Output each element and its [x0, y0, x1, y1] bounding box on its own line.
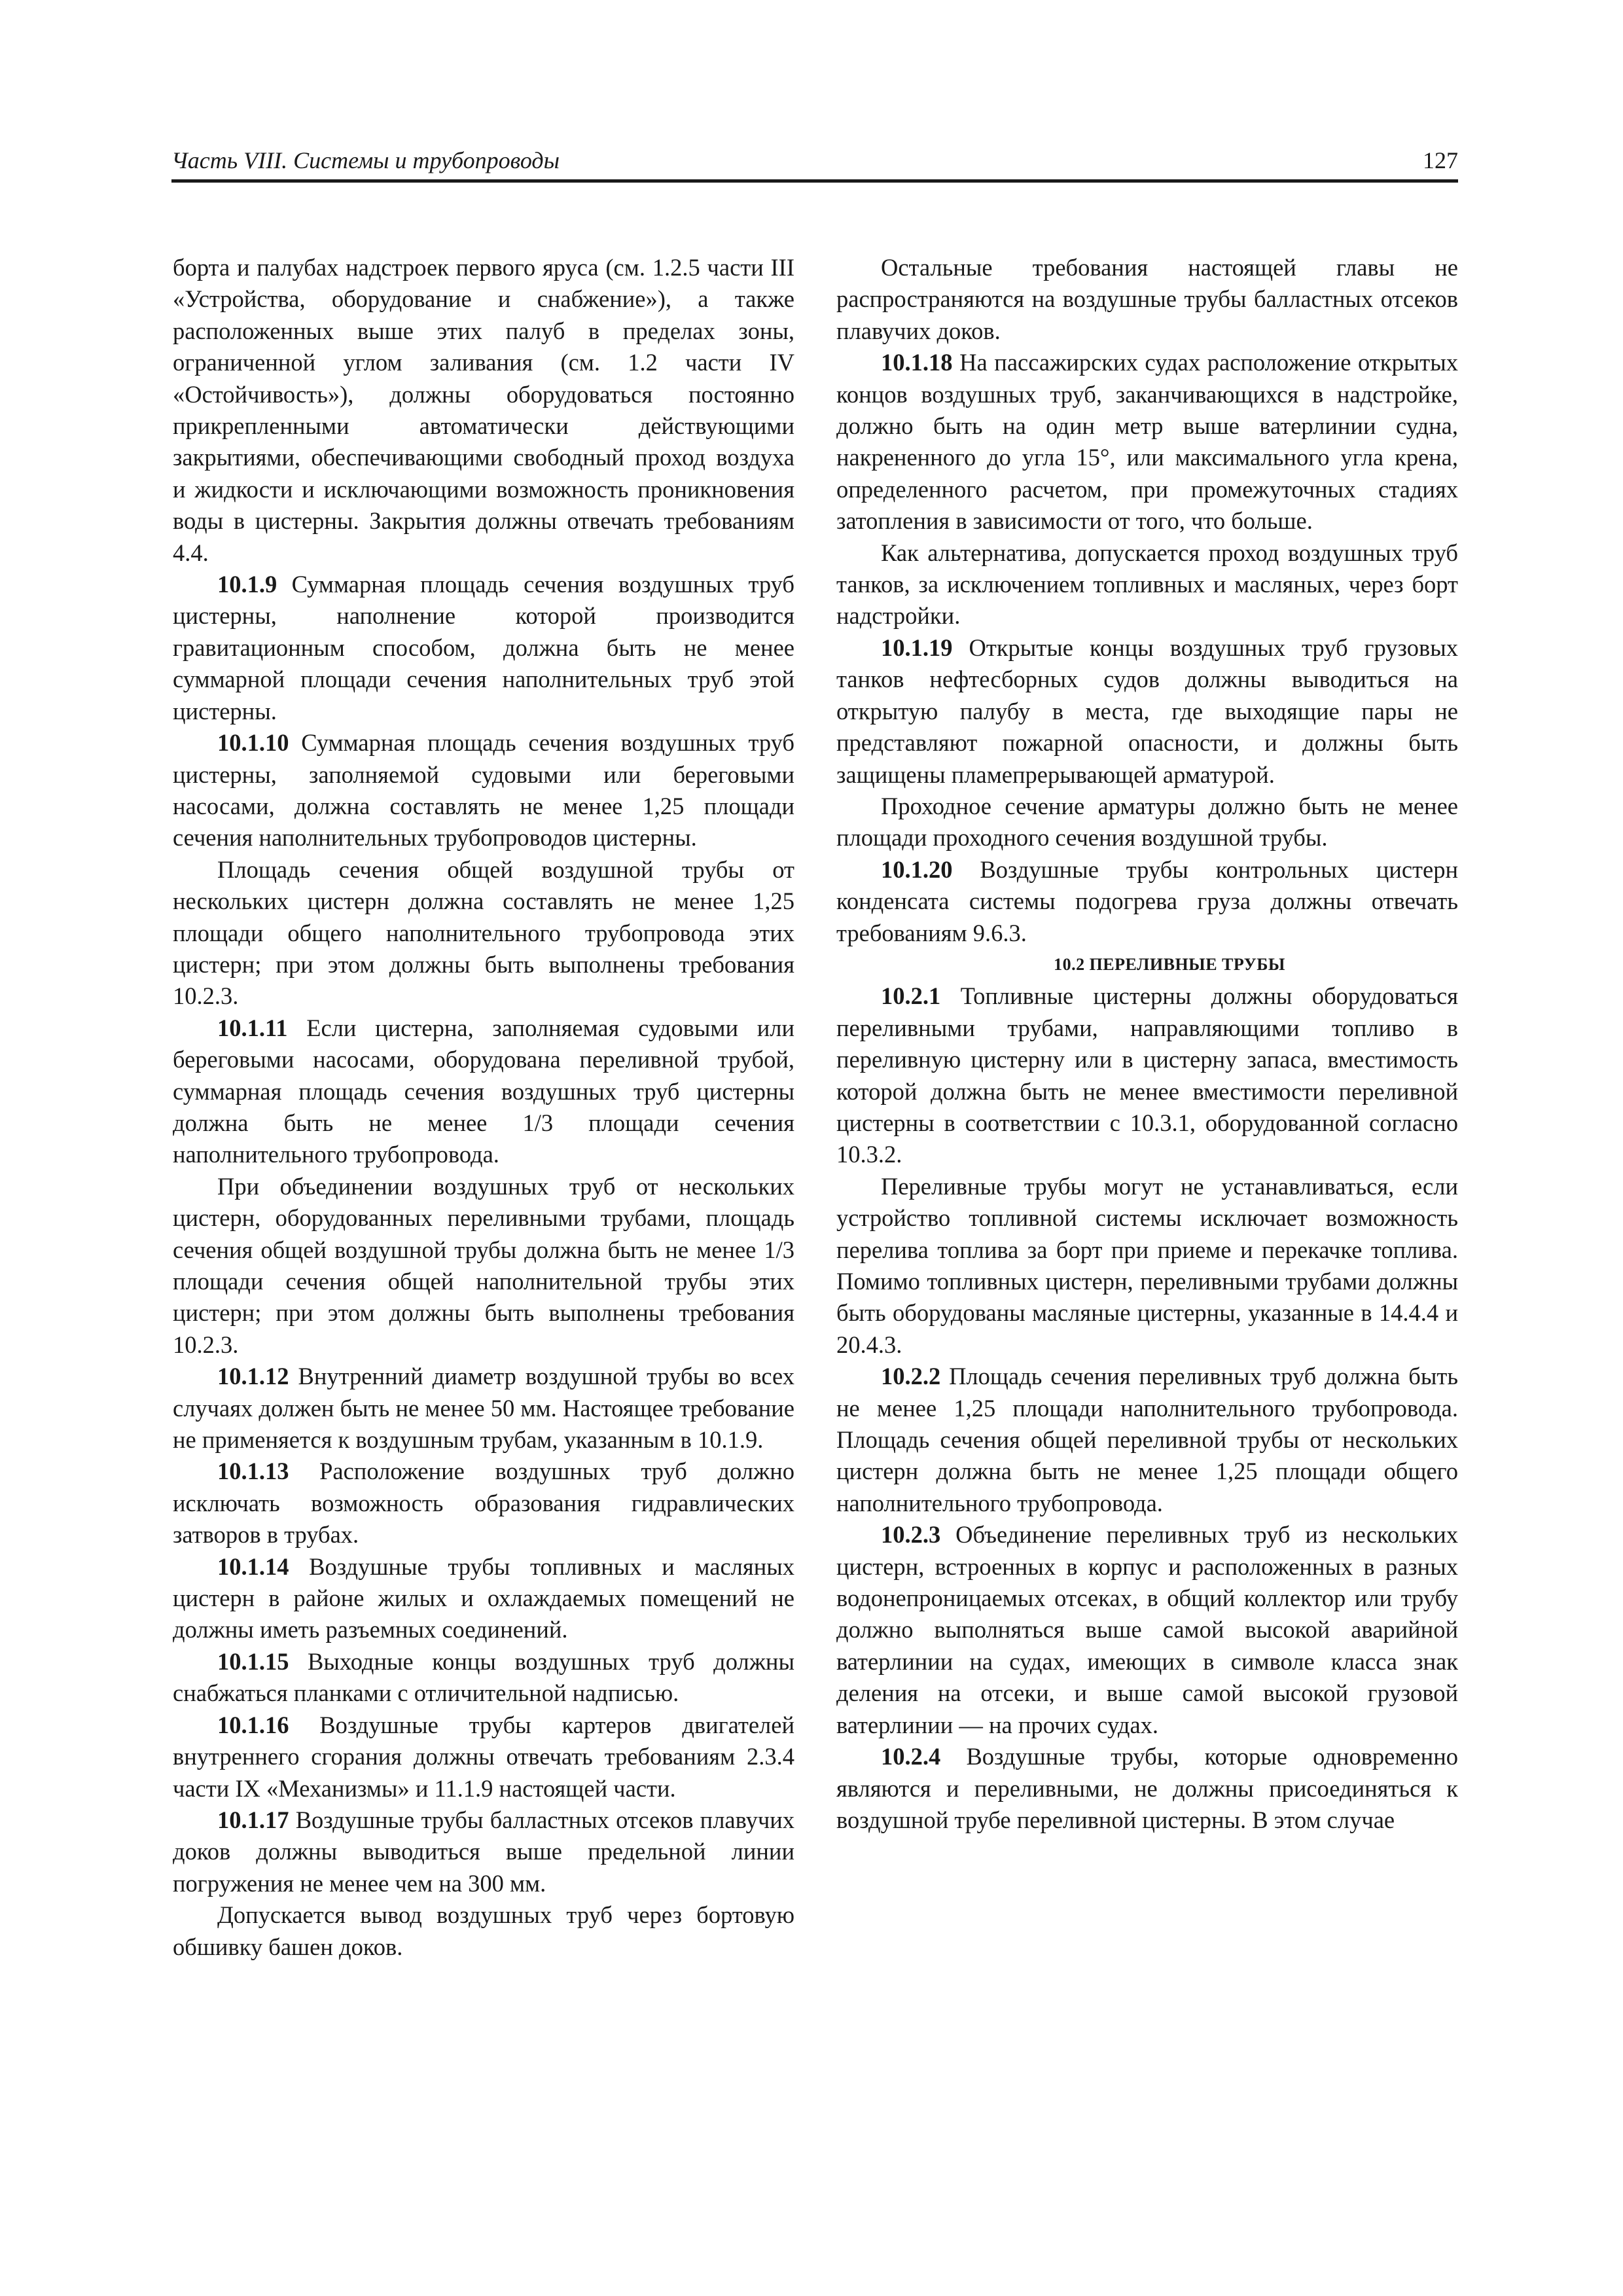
paragraph-10-2-4: 10.2.4 Воздушные трубы, которые одновременно являются и переливными, не должны присоединяться к воздушной трубе переливной цистерны. В этом случае: [836, 1743, 1458, 1833]
paragraph-10-2-1: 10.2.1 Топливные цистерны должны оборудоваться переливными трубами, направляющими топливо в переливную цистерну или в цистерну запаса, вместимость которой должна быть не менее вместимости переливной цистерны в соответствии с 10.3.1, оборудованной согласно 10.3.2.: [836, 982, 1458, 1168]
clause-number: 10.1.18: [881, 349, 953, 376]
clause-number: 10.2.4: [881, 1743, 941, 1770]
paragraph-10-2-3: 10.2.3 Объединение переливных труб из нескольких цистерн, встроенных в корпус и расположенных в разных водонепроницаемых отсеках, в общий коллектор или трубу должно выполняться выше самой высокой аварийной ватерлинии на судах, имеющих в символе класса знак деления на отсеки, и выше самой высокой грузовой ватерлинии — на прочих судах.: [836, 1521, 1458, 1738]
clause-number: 10.2.3: [881, 1521, 941, 1549]
paragraph-10-1-19: 10.1.19 Открытые концы воздушных труб грузовых танков нефтесборных судов должны выводиться на открытую палубу в места, где выходящие пары не представляют пожарной опасности, и должны быть защищены пламепрерывающей арматурой.: [836, 634, 1458, 788]
running-title: Часть VIII. Системы и трубопроводы: [171, 147, 560, 173]
clause-number: 10.2.1: [881, 982, 941, 1010]
section-heading: 10.2 ПЕРЕЛИВНЫЕ ТРУБЫ: [1054, 954, 1285, 974]
clause-number: 10.1.15: [217, 1647, 289, 1675]
paragraph-10-1-9: 10.1.9 Суммарная площадь сечения воздушных труб цистерны, наполнение которой производится гравитационным способом, должна быть не менее суммарной площади сечения наполнительных труб этой цистерны.: [173, 571, 794, 725]
clause-number: 10.1.13: [217, 1458, 289, 1485]
page-number: 127: [1423, 147, 1458, 173]
clause-number: 10.1.10: [217, 729, 289, 757]
paragraph-10-1-15: 10.1.15 Выходные концы воздушных труб должны снабжаться планками с отличительной надписью.: [173, 1647, 794, 1707]
clause-number: 10.2.2: [881, 1363, 941, 1390]
paragraph-10-1-11: 10.1.11 Если цистерна, заполняемая судовыми или береговыми насосами, оборудована переливной трубой, суммарная площадь сечения воздушных труб цистерны должна быть не менее 1/3 площади сечения наполнительного трубопровода.: [173, 1014, 794, 1168]
paragraph-10-1-14: 10.1.14 Воздушные трубы топливных и масляных цистерн в районе жилых и охлаждаемых помещений не должны иметь разъемных соединений.: [173, 1552, 794, 1643]
clause-number: 10.1.20: [881, 855, 953, 883]
clause-number: 10.1.16: [217, 1711, 289, 1738]
paragraph-10-2-2: 10.2.2 Площадь сечения переливных труб должна быть не менее 1,25 площади наполнительного трубопровода. Площадь сечения общей переливной трубы от нескольких цистерн должна быть не менее 1,25 площади общего наполнительного трубопровода.: [836, 1363, 1458, 1516]
paragraph: Переливные трубы могут не устанавливаться, если устройство топливной системы исключает возможность перелива топлива за борт при приеме и перекачке топлива. Помимо топливных цистерн, переливными трубами должны быть оборудованы масляные цистерны, указанные в 14.4.4 и 20.4.3.: [836, 1172, 1458, 1358]
paragraph-10-1-20: 10.1.20 Воздушные трубы контрольных цистерн конденсата системы подогрева груза должны отвечать требованиям 9.6.3.: [836, 855, 1458, 946]
paragraph-10-1-17: 10.1.17 Воздушные трубы балластных отсеков плавучих доков должны выводиться выше предельной линии погружения не менее чем на 300 мм.: [173, 1806, 794, 1897]
paragraph: Проходное сечение арматуры должно быть не менее площади проходного сечения воздушной трубы.: [836, 792, 1458, 852]
clause-number: 10.1.9: [217, 571, 277, 598]
paragraph: борта и палубах надстроек первого яруса (см. 1.2.5 части III «Устройства, оборудование и снабжение»), а также расположенных выше этих палуб в пределах зоны, ограниченной углом заливания (см. 1.2 части IV «Остойчивость»), должны оборудоваться постоянно прикрепленными автоматически действующими закрытиями, обеспечивающими свободный проход воздуха и жидкости и исключающими возможность проникновения воды в цистерны. Закрытия должны отвечать требованиям 4.4.: [173, 254, 794, 566]
paragraph-10-1-13: 10.1.13 Расположение воздушных труб должно исключать возможность образования гидравлических затворов в трубах.: [173, 1458, 794, 1549]
clause-number: 10.1.19: [881, 634, 953, 661]
paragraph-10-1-18: 10.1.18 На пассажирских судах расположение открытых концов воздушных труб, заканчивающихся в надстройке, должно быть на один метр выше ватерлинии судна, накрененного до угла 15°, или максимального угла крена, определенного расчетом, при промежуточных стадиях затопления в зависимости от того, что больше.: [836, 349, 1458, 535]
paragraph: Площадь сечения общей воздушной трубы от нескольких цистерн должна составлять не менее 1,25 площади общего наполнительного трубопровода этих цистерн; при этом должны быть выполнены требования 10.2.3.: [173, 855, 794, 1010]
paragraph: При объединении воздушных труб от нескольких цистерн, оборудованных переливными трубами, площадь сечения общей воздушной трубы должна быть не менее 1/3 площади сечения общей наполнительной трубы этих цистерн; при этом должны быть выполнены требования 10.2.3.: [173, 1172, 794, 1358]
left-column: [173, 252, 794, 1963]
paragraph-10-1-12: 10.1.12 Внутренний диаметр воздушной трубы во всех случаях должен быть не менее 50 мм. Настоящее требование не применяется к воздушным трубам, указанным в 10.1.9.: [173, 1363, 794, 1454]
paragraph-10-1-10: 10.1.10 Суммарная площадь сечения воздушных труб цистерны, заполняемой судовыми или береговыми насосами, должна составлять не менее 1,25 площади сечения наполнительных трубопроводов цистерны.: [173, 729, 794, 852]
paragraph: Как альтернатива, допускается проход воздушных труб танков, за исключением топливных и масляных, через борт надстройки.: [836, 539, 1458, 630]
clause-number: 10.1.11: [217, 1014, 288, 1041]
page-header: [171, 144, 1458, 183]
paragraph-10-1-16: 10.1.16 Воздушные трубы картеров двигателей внутреннего сгорания должны отвечать требованиям 2.3.4 части IX «Механизмы» и 11.1.9 настоящей части.: [173, 1711, 794, 1802]
clause-number: 10.1.12: [217, 1363, 289, 1390]
paragraph: Допускается вывод воздушных труб через бортовую обшивку башен доков.: [173, 1901, 794, 1960]
paragraph: Остальные требования настоящей главы не распространяются на воздушные трубы балластных отсеков плавучих доков.: [836, 254, 1458, 344]
right-column: [836, 252, 1458, 1836]
clause-number: 10.1.17: [217, 1806, 289, 1833]
clause-number: 10.1.14: [217, 1552, 289, 1580]
